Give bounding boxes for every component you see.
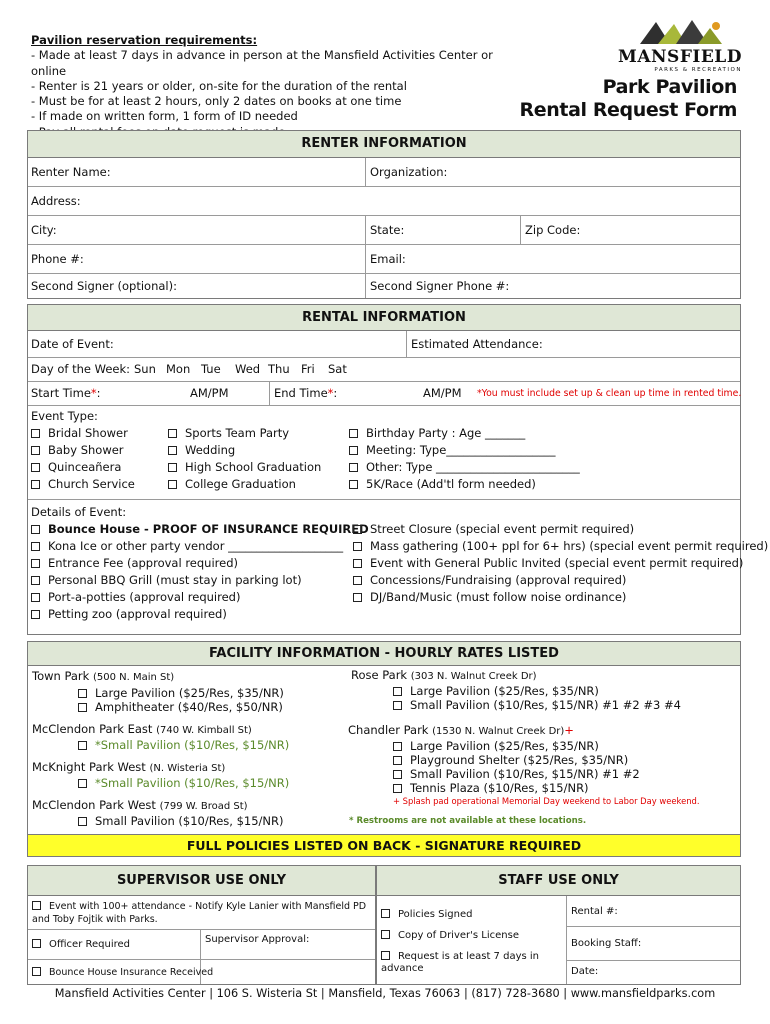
city-field[interactable]: City: bbox=[31, 223, 57, 237]
checkbox-icon bbox=[393, 742, 402, 751]
checkbox-icon bbox=[32, 901, 41, 910]
seven-days-option[interactable]: Request is at least 7 days in advance bbox=[381, 951, 540, 974]
mansfield-logo bbox=[612, 18, 742, 72]
day-mon[interactable]: Mon bbox=[166, 362, 191, 376]
second-signer-phone-field[interactable]: Second Signer Phone #: bbox=[370, 279, 510, 293]
rental-section bbox=[27, 304, 769, 635]
facility-option[interactable]: *Small Pavilion ($10/Res, $15/NR) bbox=[32, 738, 352, 752]
requirement-item: - If made on written form, 1 form of ID needed bbox=[31, 109, 298, 124]
facility-option[interactable]: Playground Shelter ($25/Res, $35/NR) bbox=[348, 753, 738, 767]
checkbox-icon bbox=[353, 593, 362, 602]
day-thu[interactable]: Thu bbox=[268, 362, 290, 376]
requirement-item: - Must be for at least 2 hours, only 2 dates on books at one time bbox=[31, 94, 402, 109]
event-type-option[interactable]: Sports Team Party bbox=[168, 425, 321, 442]
supervisor-approval-field[interactable]: Supervisor Approval: bbox=[205, 934, 310, 945]
bounce-insurance-option[interactable]: Bounce House Insurance Received bbox=[32, 966, 213, 978]
logo-tagline: PARKS & RECREATION bbox=[654, 67, 742, 73]
end-ampm: AM/PM bbox=[423, 386, 462, 400]
splash-pad-note: + Splash pad operational Memorial Day weekend to Labor Day weekend. bbox=[393, 796, 700, 806]
detail-option[interactable]: Concessions/Fundraising (approval required) bbox=[353, 572, 768, 589]
rental-header: RENTAL INFORMATION bbox=[28, 305, 740, 331]
checkbox-icon bbox=[31, 542, 40, 551]
event-type-option[interactable]: Other: Type _________________________ bbox=[349, 459, 580, 476]
checkbox-icon bbox=[393, 701, 402, 710]
checkbox-icon bbox=[393, 770, 402, 779]
event-type-option[interactable]: Quinceañera bbox=[31, 459, 135, 476]
checkbox-icon bbox=[353, 576, 362, 585]
notify-option[interactable]: Event with 100+ attendance - Notify Kyle Lanier with Mansfield PD and Toby Fojtik with Parks. bbox=[32, 901, 367, 925]
booking-staff-field[interactable]: Booking Staff: bbox=[571, 938, 642, 949]
checkbox-icon bbox=[31, 593, 40, 602]
requirement-item: - Renter is 21 years or older, on-site for the duration of the rental bbox=[31, 78, 407, 93]
event-type-label: Event Type: bbox=[31, 409, 98, 423]
mcclendon-east-title: McClendon Park East (740 W. Kimball St) bbox=[32, 722, 252, 736]
restroom-note: * Restrooms are not available at these locations. bbox=[349, 816, 587, 826]
detail-option[interactable]: Event with General Public Invited (special event permit required) bbox=[353, 555, 768, 572]
event-type-option[interactable]: Baby Shower bbox=[31, 442, 135, 459]
day-of-week-label: Day of the Week: bbox=[31, 362, 131, 376]
logo-name: MANSFIELD bbox=[618, 47, 742, 67]
event-type-option[interactable]: Wedding bbox=[168, 442, 321, 459]
checkbox-icon bbox=[349, 463, 358, 472]
checkbox-icon bbox=[353, 525, 362, 534]
checkbox-icon bbox=[31, 525, 40, 534]
detail-option[interactable]: Port-a-potties (approval required) bbox=[31, 589, 369, 606]
event-type-option[interactable]: Meeting: Type___________________ bbox=[349, 442, 580, 459]
form-title bbox=[440, 76, 737, 122]
checkbox-icon bbox=[168, 446, 177, 455]
checkbox-icon bbox=[31, 610, 40, 619]
attendance-field[interactable]: Estimated Attendance: bbox=[411, 337, 543, 351]
checkbox-icon bbox=[381, 951, 390, 960]
renter-name-field[interactable]: Renter Name: bbox=[31, 165, 111, 179]
checkbox-icon bbox=[393, 756, 402, 765]
checkbox-icon bbox=[168, 463, 177, 472]
staff-section bbox=[376, 865, 741, 985]
policies-banner: FULL POLICIES LISTED ON BACK - SIGNATURE REQUIRED bbox=[27, 834, 741, 857]
mcclendon-west-title: McClendon Park West (799 W. Broad St) bbox=[32, 798, 248, 812]
town-park-title: Town Park (500 N. Main St) bbox=[32, 669, 175, 683]
setup-time-note: *You must include set up & clean up time in rented time. bbox=[477, 388, 742, 399]
form-title-line2: Rental Request Form bbox=[519, 99, 737, 121]
facility-option[interactable]: *Small Pavilion ($10/Res, $15/NR) bbox=[32, 776, 352, 790]
end-time-field[interactable]: End Time*: bbox=[274, 386, 338, 400]
form-title-line1: Park Pavilion bbox=[602, 76, 737, 98]
event-type-option[interactable]: Birthday Party : Age _______ bbox=[349, 425, 580, 442]
checkbox-icon bbox=[32, 967, 41, 976]
requirement-item: - Made at least 7 days in advance in person at the Mansfield Activities Center or online bbox=[31, 48, 493, 78]
facility-option[interactable]: Small Pavilion ($10/Res, $15/NR) #1 #2 bbox=[348, 767, 738, 781]
facility-option[interactable]: Large Pavilion ($25/Res, $35/NR) bbox=[348, 739, 738, 753]
officer-option[interactable]: Officer Required bbox=[32, 938, 130, 950]
checkbox-icon bbox=[168, 429, 177, 438]
details-label: Details of Event: bbox=[31, 505, 127, 519]
day-tue[interactable]: Tue bbox=[201, 362, 221, 376]
event-type-option[interactable]: Church Service bbox=[31, 476, 135, 493]
rental-number-field[interactable]: Rental #: bbox=[571, 906, 618, 917]
second-signer-field[interactable]: Second Signer (optional): bbox=[31, 279, 177, 293]
facility-option[interactable]: Small Pavilion ($10/Res, $15/NR) bbox=[32, 814, 352, 828]
footer-contact: Mansfield Activities Center | 106 S. Wisteria St | Mansfield, Texas 76063 | (817) 728-3680 | www.mansfieldparks.com bbox=[54, 987, 716, 1000]
facility-option[interactable]: Tennis Plaza ($10/Res, $15/NR) bbox=[348, 781, 738, 795]
checkbox-icon bbox=[31, 576, 40, 585]
day-sat[interactable]: Sat bbox=[328, 362, 347, 376]
day-sun[interactable]: Sun bbox=[134, 362, 156, 376]
checkbox-icon bbox=[31, 559, 40, 568]
requirements-title: Pavilion reservation requirements: bbox=[31, 33, 258, 47]
detail-option[interactable]: Petting zoo (approval required) bbox=[31, 606, 369, 623]
date-of-event-field[interactable]: Date of Event: bbox=[31, 337, 114, 351]
event-type-option[interactable]: College Graduation bbox=[168, 476, 321, 493]
supervisor-header: SUPERVISOR USE ONLY bbox=[28, 866, 375, 896]
day-fri[interactable]: Fri bbox=[301, 362, 315, 376]
checkbox-icon bbox=[349, 429, 358, 438]
logo-mark-icon bbox=[612, 18, 742, 46]
checkbox-icon bbox=[78, 703, 87, 712]
license-option[interactable]: Copy of Driver's License bbox=[381, 929, 519, 941]
renter-header: RENTER INFORMATION bbox=[28, 131, 740, 158]
checkbox-icon bbox=[31, 446, 40, 455]
checkbox-icon bbox=[381, 909, 390, 918]
facility-header: FACILITY INFORMATION - HOURLY RATES LISTED bbox=[28, 642, 740, 666]
rose-park-title: Rose Park (303 N. Walnut Creek Dr) bbox=[351, 668, 537, 682]
checkbox-icon bbox=[78, 817, 87, 826]
zip-field[interactable]: Zip Code: bbox=[525, 223, 581, 237]
policies-signed-option[interactable]: Policies Signed bbox=[381, 908, 472, 920]
checkbox-icon bbox=[78, 689, 87, 698]
detail-option[interactable]: Kona Ice or other party vendor ____________________ bbox=[31, 538, 369, 555]
supervisor-section bbox=[27, 865, 376, 985]
detail-option[interactable]: Bounce House - PROOF OF INSURANCE REQUIRED bbox=[31, 521, 369, 538]
address-field[interactable]: Address: bbox=[31, 194, 81, 208]
checkbox-icon bbox=[31, 480, 40, 489]
date-field[interactable]: Date: bbox=[571, 966, 599, 977]
phone-field[interactable]: Phone #: bbox=[31, 252, 84, 266]
state-field[interactable]: State: bbox=[370, 223, 405, 237]
chandler-park-title: Chandler Park (1530 N. Walnut Creek Dr)+ bbox=[348, 723, 574, 737]
mcknight-title: McKnight Park West (N. Wisteria St) bbox=[32, 760, 226, 774]
checkbox-icon bbox=[31, 429, 40, 438]
start-time-field[interactable]: Start Time*: bbox=[31, 386, 101, 400]
facility-option[interactable]: Large Pavilion ($25/Res, $35/NR) bbox=[348, 684, 738, 698]
checkbox-icon bbox=[353, 542, 362, 551]
facility-option[interactable]: Amphitheater ($40/Res, $50/NR) bbox=[32, 700, 352, 714]
day-wed[interactable]: Wed bbox=[235, 362, 261, 376]
checkbox-icon bbox=[31, 463, 40, 472]
organization-field[interactable]: Organization: bbox=[370, 165, 448, 179]
checkbox-icon bbox=[353, 559, 362, 568]
event-type-option[interactable]: High School Graduation bbox=[168, 459, 321, 476]
renter-section bbox=[27, 130, 741, 299]
facility-option[interactable]: Small Pavilion ($10/Res, $15/NR) #1 #2 #3 #4 bbox=[348, 698, 738, 712]
start-ampm: AM/PM bbox=[190, 386, 229, 400]
checkbox-icon bbox=[381, 930, 390, 939]
checkbox-icon bbox=[349, 446, 358, 455]
detail-option[interactable]: Entrance Fee (approval required) bbox=[31, 555, 369, 572]
detail-option[interactable]: DJ/Band/Music (must follow noise ordinance) bbox=[353, 589, 768, 606]
checkbox-icon bbox=[393, 784, 402, 793]
detail-option[interactable]: Personal BBQ Grill (must stay in parking lot) bbox=[31, 572, 369, 589]
checkbox-icon bbox=[393, 687, 402, 696]
checkbox-icon bbox=[78, 741, 87, 750]
checkbox-icon bbox=[349, 480, 358, 489]
checkbox-icon bbox=[78, 779, 87, 788]
event-type-option[interactable]: Bridal Shower bbox=[31, 425, 135, 442]
email-field[interactable]: Email: bbox=[370, 252, 406, 266]
staff-header: STAFF USE ONLY bbox=[377, 866, 740, 896]
detail-option[interactable]: Street Closure (special event permit required) bbox=[353, 521, 768, 538]
checkbox-icon bbox=[32, 939, 41, 948]
requirements bbox=[31, 33, 501, 140]
facility-option[interactable]: Large Pavilion ($25/Res, $35/NR) bbox=[32, 686, 352, 700]
event-type-option[interactable]: 5K/Race (Add'tl form needed) bbox=[349, 476, 580, 493]
facility-section bbox=[27, 641, 741, 857]
detail-option[interactable]: Mass gathering (100+ ppl for 6+ hrs) (special event permit required) bbox=[353, 538, 768, 555]
checkbox-icon bbox=[168, 480, 177, 489]
